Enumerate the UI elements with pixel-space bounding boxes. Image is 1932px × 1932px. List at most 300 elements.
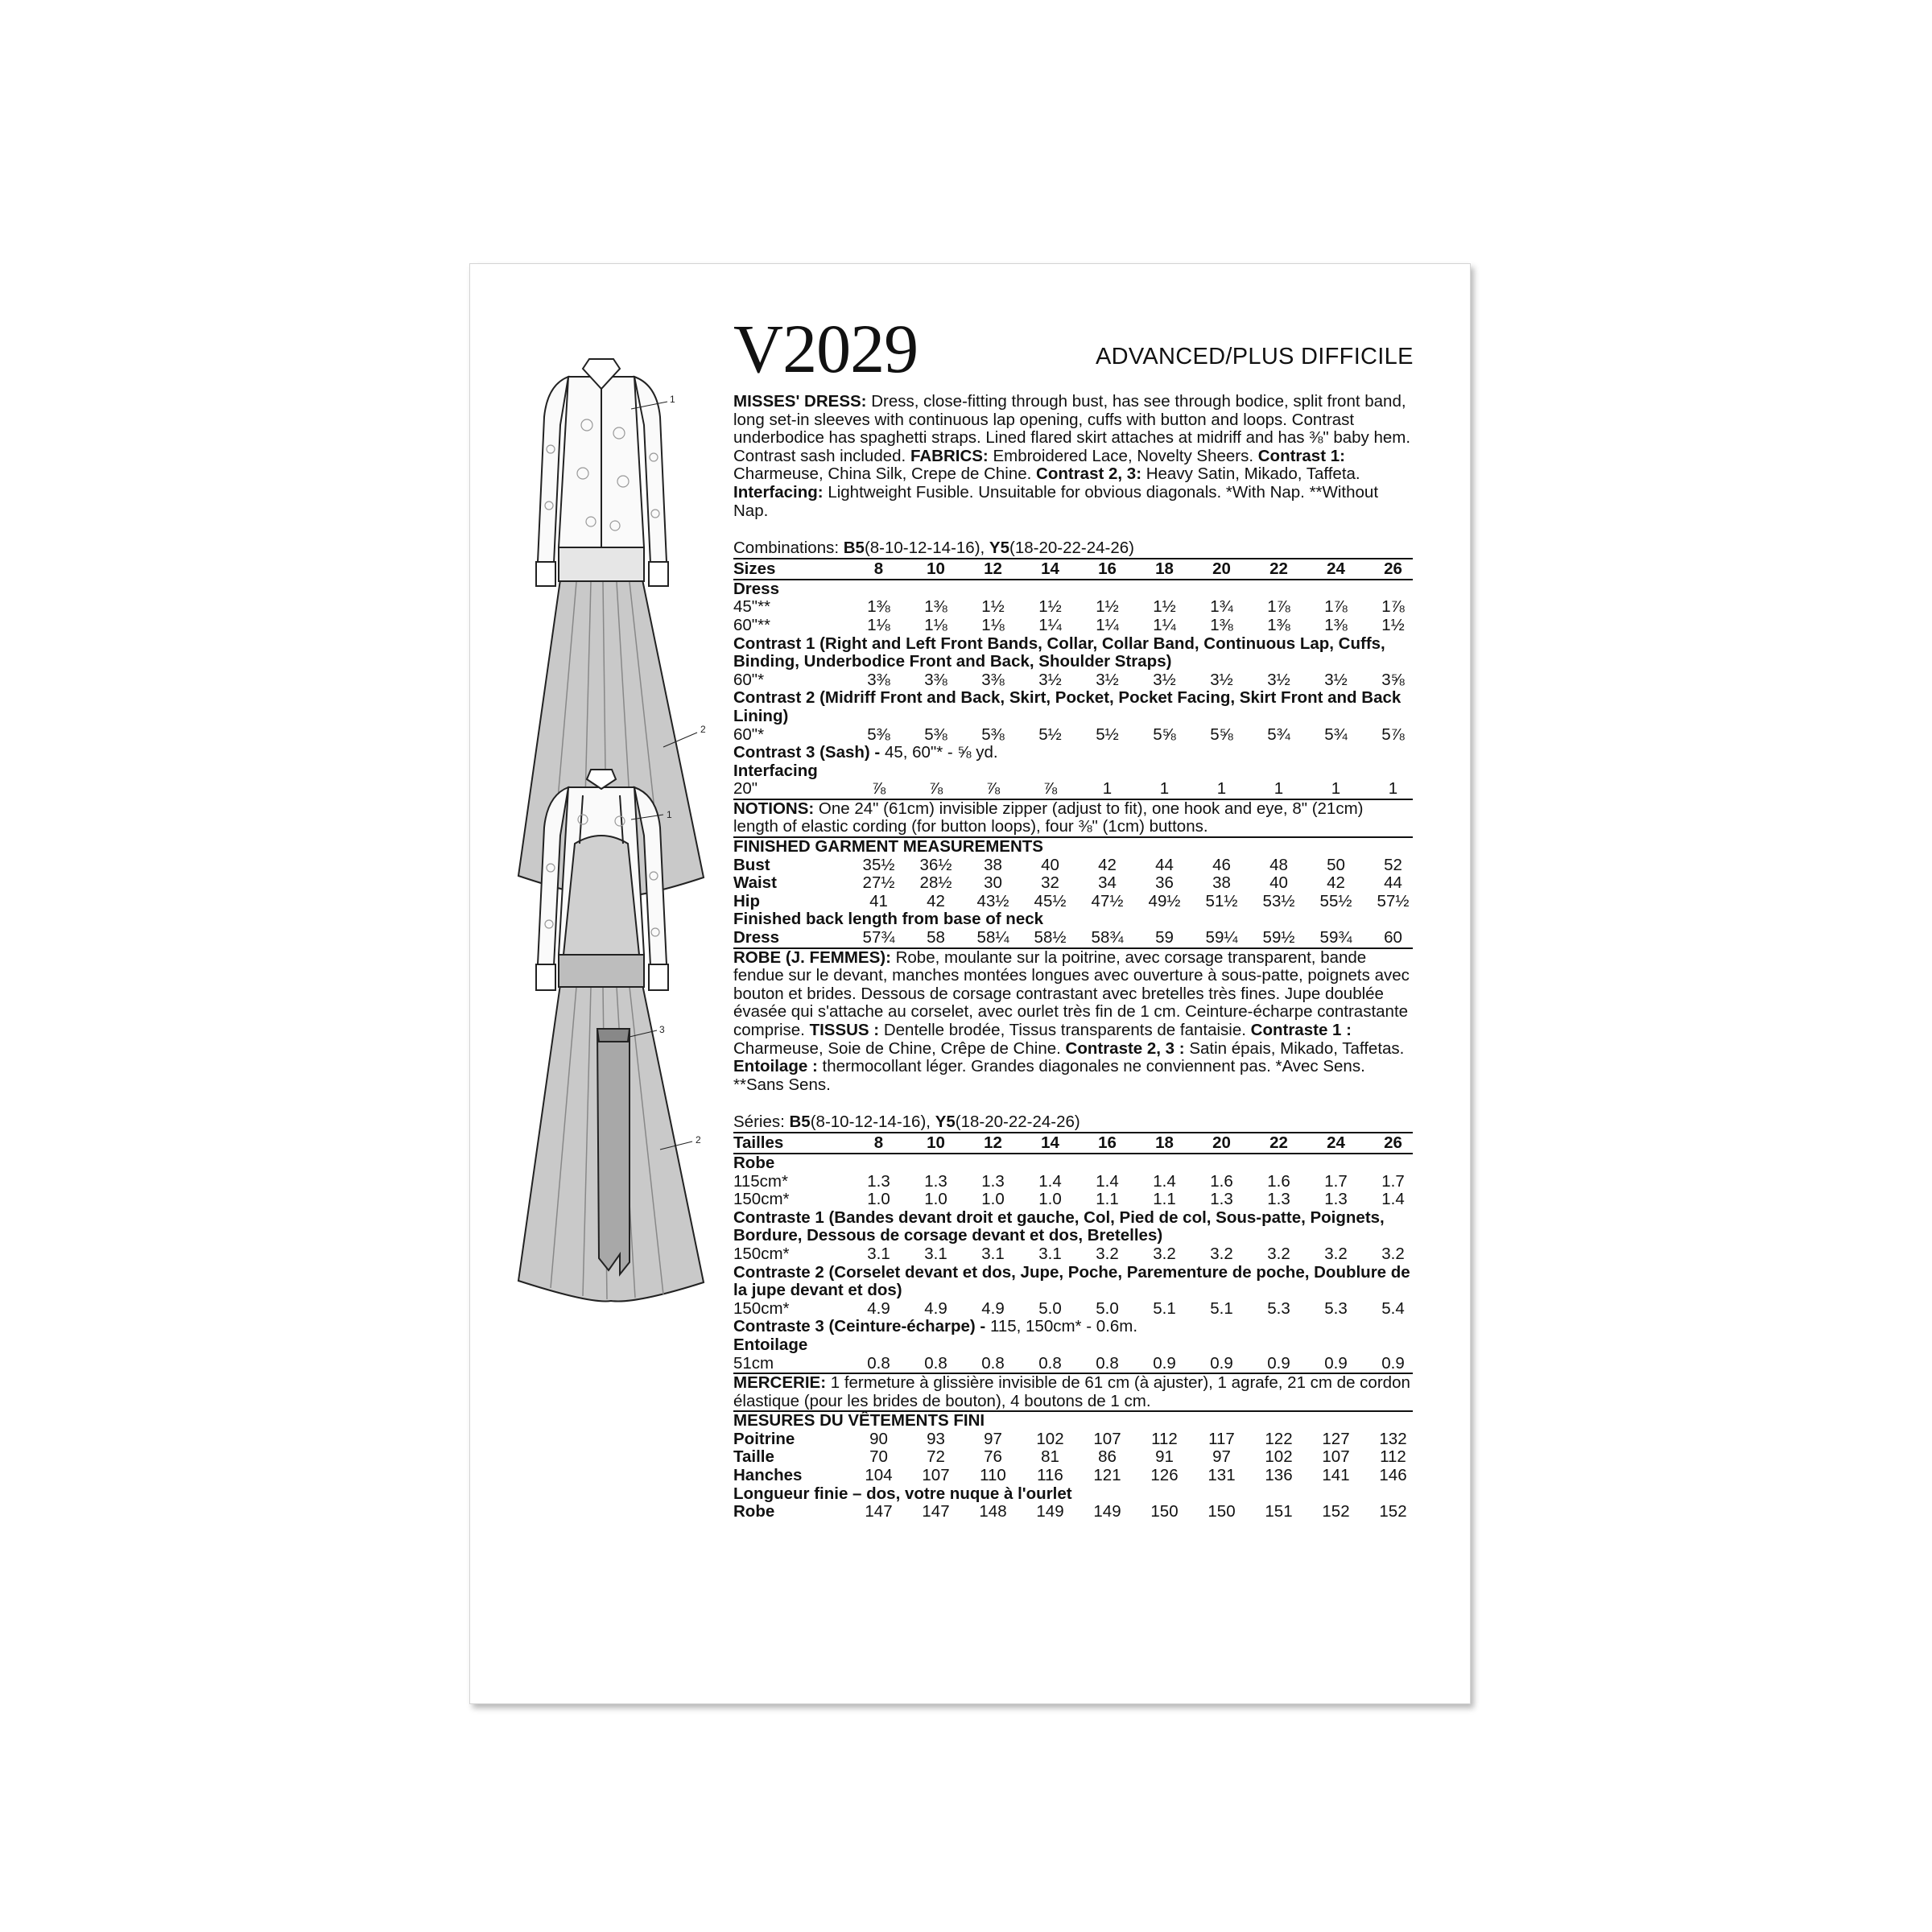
- value-cell: 3.1: [924, 1244, 947, 1263]
- contraste1-text: Charmeuse, Soie de Chine, Crêpe de Chine.: [733, 1038, 1066, 1058]
- row-label: Dress: [733, 928, 779, 947]
- value-cell: 1.7: [1381, 1171, 1405, 1191]
- value-cell: 5⅜: [981, 724, 1005, 744]
- size-cell: 18: [1155, 559, 1174, 579]
- value-cell: 59½: [1262, 928, 1295, 947]
- value-cell: 0.8: [924, 1353, 947, 1373]
- value-cell: 1⅜: [867, 597, 890, 617]
- pattern-envelope-back: [469, 263, 1471, 1704]
- value-cell: 55½: [1319, 891, 1352, 910]
- value-cell: 0.8: [1096, 1353, 1119, 1373]
- size-cell: 12: [984, 1133, 1002, 1153]
- mesures-heading: MESURES DU VÊTEMENTS FINI: [733, 1410, 1413, 1430]
- value-cell: 81: [1041, 1447, 1059, 1467]
- value-cell: 76: [984, 1447, 1002, 1467]
- value-cell: 5½: [1096, 724, 1119, 744]
- value-cell: 5⅜: [867, 724, 890, 744]
- row-label: Interfacing: [733, 761, 818, 780]
- longueur-heading: Longueur finie – dos, votre nuque à l'ourlet: [733, 1484, 1072, 1503]
- contraste1-heading: Contraste 1 (Bandes devant droit et gauche, Col, Pied de col, Sous-patte, Poignets, Bordure, Dessous de corsage devant et dos, Bretelles): [733, 1208, 1385, 1245]
- combinations-label: Combinations:: [733, 539, 844, 558]
- value-cell: 42: [1098, 855, 1117, 874]
- size-cell: 8: [873, 559, 884, 579]
- value-cell: 1.0: [1038, 1190, 1062, 1209]
- value-cell: 150: [1208, 1502, 1236, 1521]
- value-cell: 1: [1102, 779, 1113, 799]
- value-cell: 102: [1265, 1447, 1293, 1467]
- value-cell: 59¼: [1205, 928, 1238, 947]
- value-cell: 28½: [919, 873, 952, 893]
- value-cell: 151: [1265, 1502, 1293, 1521]
- size-cell: 10: [927, 1133, 945, 1153]
- hanches-row: [733, 1467, 1413, 1485]
- value-cell: 0.9: [1324, 1353, 1348, 1373]
- value-cell: 72: [927, 1447, 945, 1467]
- value-cell: 1⅜: [1210, 615, 1233, 634]
- contrast1-text: Charmeuse, China Silk, Crepe de Chine.: [733, 464, 1037, 484]
- pattern-info: [733, 393, 1413, 1521]
- value-cell: 58½: [1034, 928, 1067, 947]
- value-cell: 107: [922, 1466, 950, 1485]
- view-label-2b: 2: [696, 1134, 701, 1146]
- value-cell: 102: [1036, 1429, 1064, 1448]
- value-cell: 1⅞: [1381, 597, 1405, 617]
- value-cell: 1.0: [924, 1190, 947, 1209]
- row-label: 45"**: [733, 597, 771, 617]
- series-b5: B5: [789, 1113, 811, 1132]
- size-cell: 16: [1098, 1133, 1117, 1153]
- series-y5: Y5: [935, 1113, 956, 1132]
- value-cell: 122: [1265, 1429, 1293, 1448]
- row-label: Poitrine: [733, 1429, 795, 1448]
- row-label: Tailles: [733, 1133, 784, 1153]
- value-cell: ⅞: [985, 779, 1001, 799]
- value-cell: 35½: [862, 855, 895, 874]
- pattern-number: V2029: [733, 310, 919, 387]
- tissus-lead: TISSUS :: [809, 1021, 880, 1039]
- contraste2-150-row: [733, 1300, 1413, 1319]
- value-cell: 1¼: [1153, 615, 1176, 634]
- value-cell: 116: [1037, 1466, 1063, 1485]
- value-cell: 49½: [1148, 891, 1181, 910]
- value-cell: 3½: [1324, 670, 1348, 689]
- description-text: Robe, moulante sur la poitrine, avec corsage transparent, bande fendue sur le devant, manches montées longues avec ouverture à sous-patte, poignets avec bouton et brides. Dessous de corsage contrastant avec bretelles très fines. Jupe doublée évasée qui s'attache au corselet, avec ourlet très fin de 1 cm. Ceinture-écharpe contrastante comprise.: [733, 947, 1410, 1039]
- value-cell: 3½: [1153, 670, 1176, 689]
- mercerie-text: 1 fermeture à glissière invisible de 61 cm (à ajuster), 1 agrafe, 21 cm de cordon élastique (pour les brides de bouton), 4 boutons de 1 cm.: [733, 1373, 1410, 1410]
- contrast1-lead: Contrast 1:: [1257, 446, 1345, 465]
- value-cell: 53½: [1262, 891, 1295, 910]
- dress-heading: [733, 580, 1413, 599]
- value-cell: 91: [1155, 1447, 1174, 1467]
- value-cell: 148: [979, 1502, 1007, 1521]
- value-cell: 90: [869, 1429, 888, 1448]
- value-cell: 45½: [1034, 891, 1067, 910]
- value-cell: 1⅞: [1267, 597, 1290, 617]
- contraste1-150-row: [733, 1245, 1413, 1264]
- fgm-heading: FINISHED GARMENT MEASUREMENTS: [733, 836, 1413, 857]
- value-cell: 5⅞: [1381, 724, 1405, 744]
- value-cell: 46: [1212, 855, 1231, 874]
- value-cell: 58¾: [1091, 928, 1124, 947]
- value-cell: 1.7: [1324, 1171, 1348, 1191]
- value-cell: 44: [1155, 855, 1174, 874]
- value-cell: 1.4: [1096, 1171, 1119, 1191]
- value-cell: 30: [984, 873, 1002, 893]
- description-en: [733, 393, 1413, 520]
- value-cell: 58¼: [976, 928, 1009, 947]
- row-label: Sizes: [733, 559, 776, 579]
- row-label: Hanches: [733, 1466, 803, 1485]
- value-cell: 5.0: [1096, 1298, 1119, 1318]
- value-cell: 5.1: [1210, 1298, 1233, 1318]
- value-cell: 1⅜: [924, 597, 947, 617]
- value-cell: 36½: [919, 855, 952, 874]
- notions-lead: NOTIONS:: [733, 799, 815, 818]
- series-line: [733, 1113, 1413, 1132]
- combo-b5-sizes: (8-10-12-14-16),: [864, 539, 989, 558]
- value-cell: 1⅜: [1324, 615, 1348, 634]
- interfacing-text: Lightweight Fusible. Unsuitable for obvious diagonals. *With Nap. **Without Nap.: [733, 482, 1379, 520]
- value-cell: 1.3: [867, 1171, 890, 1191]
- value-cell: 150: [1150, 1502, 1179, 1521]
- value-cell: 0.9: [1210, 1353, 1233, 1373]
- value-cell: 5.3: [1267, 1298, 1290, 1318]
- bust-row: [733, 857, 1413, 875]
- value-cell: 112: [1380, 1447, 1406, 1467]
- contrast2-60-row: [733, 726, 1413, 745]
- size-cell: 26: [1384, 1133, 1402, 1153]
- fabrics-lead: FABRICS:: [910, 446, 989, 465]
- value-cell: 97: [1212, 1447, 1231, 1467]
- value-cell: 126: [1150, 1466, 1179, 1485]
- mercerie-lead: MERCERIE:: [733, 1373, 827, 1393]
- value-cell: 1: [1216, 779, 1227, 799]
- value-cell: 5½: [1038, 724, 1062, 744]
- contrast23-lead: Contrast 2, 3:: [1036, 464, 1142, 484]
- value-cell: 136: [1265, 1466, 1293, 1485]
- fabrics-text: Embroidered Lace, Novelty Sheers.: [988, 446, 1258, 465]
- size-cell: 22: [1269, 559, 1288, 579]
- description-lead: MISSES' DRESS:: [733, 392, 867, 411]
- value-cell: 1.0: [981, 1190, 1005, 1209]
- value-cell: 42: [1327, 873, 1345, 893]
- robe-length-row: [733, 1503, 1413, 1521]
- robe-150-row: [733, 1191, 1413, 1209]
- value-cell: 3.2: [1324, 1244, 1348, 1263]
- value-cell: 86: [1098, 1447, 1117, 1467]
- value-cell: 104: [865, 1466, 893, 1485]
- value-cell: 1¾: [1210, 597, 1233, 617]
- value-cell: 70: [869, 1447, 888, 1467]
- interfacing-lead: Interfacing:: [733, 482, 824, 502]
- value-cell: 32: [1041, 873, 1059, 893]
- value-cell: 3⅜: [981, 670, 1005, 689]
- size-cell: 14: [1041, 559, 1059, 579]
- entoilage-text: thermocollant léger. Grandes diagonales ne conviennent pas. *Avec Sens. **Sans Sens.: [733, 1057, 1365, 1094]
- description-fr: [733, 947, 1413, 1095]
- row-label: Robe: [733, 1153, 775, 1172]
- waist-row: [733, 874, 1413, 893]
- row-label: Taille: [733, 1447, 774, 1467]
- value-cell: 0.9: [1153, 1353, 1176, 1373]
- difficulty-label: ADVANCED/PLUS DIFFICILE: [1096, 344, 1414, 369]
- value-cell: 1.3: [924, 1171, 947, 1191]
- value-cell: 3.2: [1153, 1244, 1176, 1263]
- view-label-1: 1: [670, 394, 675, 405]
- value-cell: 59¾: [1319, 928, 1352, 947]
- size-cell: 20: [1212, 1133, 1231, 1153]
- value-cell: 51½: [1205, 891, 1238, 910]
- value-cell: 3½: [1038, 670, 1062, 689]
- robe-heading: [733, 1154, 1413, 1173]
- contraste23-lead: Contraste 2, 3 :: [1065, 1038, 1185, 1058]
- value-cell: 5⅝: [1153, 724, 1176, 744]
- value-cell: 117: [1208, 1429, 1235, 1448]
- view-label-3: 3: [659, 1024, 665, 1035]
- row-label: Bust: [733, 855, 770, 874]
- value-cell: 1.4: [1038, 1171, 1062, 1191]
- description-text: Dress, close-fitting through bust, has see through bodice, split front band, long set-in sleeves with continuous lap opening, cuffs with button and loops. Contrast underbodice has spaghetti straps. Lined flared skirt attaches at midriff and has ⅜" baby hem. Contrast sash included.: [733, 392, 1411, 465]
- value-cell: ⅞: [1042, 779, 1058, 799]
- value-cell: 3.2: [1381, 1244, 1405, 1263]
- dress-length-row: [733, 929, 1413, 947]
- value-cell: 1⅛: [981, 615, 1005, 634]
- value-cell: 1.6: [1267, 1171, 1290, 1191]
- interfacing-heading: [733, 762, 1413, 781]
- value-cell: 1.1: [1096, 1190, 1119, 1209]
- backlength-heading: Finished back length from base of neck: [733, 910, 1044, 929]
- robe-115-row: [733, 1173, 1413, 1191]
- value-cell: 1½: [1153, 597, 1176, 617]
- series-y5-sizes: (18-20-22-24-26): [955, 1113, 1080, 1132]
- size-cell: 18: [1155, 1133, 1174, 1153]
- combo-b5: B5: [843, 539, 865, 558]
- value-cell: 1½: [981, 597, 1005, 617]
- value-cell: 5.1: [1153, 1298, 1176, 1318]
- row-label: 115cm*: [733, 1171, 788, 1191]
- value-cell: 1.6: [1210, 1171, 1233, 1191]
- value-cell: 1½: [1038, 597, 1062, 617]
- value-cell: ⅞: [928, 779, 943, 799]
- value-cell: 58: [927, 928, 945, 947]
- value-cell: 40: [1269, 873, 1288, 893]
- value-cell: 1.3: [1210, 1190, 1233, 1209]
- row-label: 150cm*: [733, 1244, 790, 1263]
- value-cell: 1: [1159, 779, 1170, 799]
- size-cell: 26: [1384, 559, 1402, 579]
- row-label: Hip: [733, 891, 761, 910]
- value-cell: 47½: [1091, 891, 1124, 910]
- value-cell: 149: [1036, 1502, 1064, 1521]
- hip-row: [733, 893, 1413, 911]
- row-label: 60"**: [733, 615, 771, 634]
- value-cell: 3.1: [981, 1244, 1005, 1263]
- size-cell: 22: [1269, 1133, 1288, 1153]
- value-cell: 3½: [1267, 670, 1290, 689]
- entoilage-lead: Entoilage :: [733, 1057, 818, 1076]
- value-cell: 1½: [1381, 615, 1405, 634]
- value-cell: 3½: [1096, 670, 1119, 689]
- value-cell: 4.9: [981, 1298, 1005, 1318]
- value-cell: 110: [980, 1466, 1006, 1485]
- row-label: 150cm*: [733, 1298, 790, 1318]
- contraste2-heading: Contraste 2 (Corselet devant et dos, Jupe, Poche, Parementure de poche, Doublure de la jupe devant et dos): [733, 1262, 1410, 1300]
- value-cell: 0.9: [1381, 1353, 1405, 1373]
- row-label: 60"*: [733, 670, 765, 689]
- value-cell: 1⅜: [1267, 615, 1290, 634]
- value-cell: 3⅝: [1381, 670, 1405, 689]
- value-cell: 57¾: [862, 928, 895, 947]
- value-cell: 107: [1322, 1447, 1350, 1467]
- row-label: Entoilage: [733, 1335, 808, 1354]
- value-cell: 1.4: [1381, 1190, 1405, 1209]
- size-cell: 10: [927, 559, 945, 579]
- value-cell: 3.2: [1096, 1244, 1119, 1263]
- value-cell: 0.9: [1267, 1353, 1290, 1373]
- mercerie-block: [733, 1373, 1413, 1410]
- row-label: 60"*: [733, 724, 765, 744]
- dress-45-row: [733, 598, 1413, 617]
- value-cell: 152: [1379, 1502, 1407, 1521]
- value-cell: 40: [1041, 855, 1059, 874]
- value-cell: 5.0: [1038, 1298, 1062, 1318]
- sizes-header-row: [733, 558, 1413, 580]
- value-cell: 50: [1327, 855, 1345, 874]
- value-cell: 3.1: [867, 1244, 890, 1263]
- value-cell: 36: [1155, 873, 1174, 893]
- yardage-table-fr: [733, 1132, 1413, 1521]
- entoilage-heading: [733, 1336, 1413, 1355]
- size-cell: 24: [1327, 1133, 1345, 1153]
- yardage-table-en: [733, 558, 1413, 947]
- value-cell: 147: [865, 1502, 893, 1521]
- value-cell: 1: [1388, 779, 1398, 799]
- combo-y5: Y5: [989, 539, 1009, 558]
- value-cell: 1¼: [1096, 615, 1119, 634]
- value-cell: 41: [869, 891, 888, 910]
- value-cell: 1.3: [981, 1171, 1005, 1191]
- value-cell: 44: [1384, 873, 1402, 893]
- value-cell: 1¼: [1038, 615, 1062, 634]
- notions-text: One 24" (61cm) invisible zipper (adjust to fit), one hook and eye, 8" (21cm) length of elastic cording (for button loops), four ⅜" (1cm) buttons.: [733, 799, 1364, 836]
- size-cell: 14: [1041, 1133, 1059, 1153]
- row-label: Dress: [733, 579, 779, 598]
- value-cell: 57½: [1377, 891, 1410, 910]
- view-label-2: 2: [700, 724, 706, 735]
- value-cell: 131: [1208, 1466, 1236, 1485]
- value-cell: 43½: [976, 891, 1009, 910]
- value-cell: 93: [927, 1429, 945, 1448]
- contraste3-line: [733, 1318, 1413, 1336]
- tissus-text: Dentelle brodée, Tissus transparents de fantaisie.: [879, 1021, 1251, 1039]
- tailles-header-row: [733, 1132, 1413, 1154]
- value-cell: 1⅛: [924, 615, 947, 634]
- contrast2-heading: Contrast 2 (Midriff Front and Back, Skirt, Pocket, Pocket Facing, Skirt Front and Back Lining): [733, 688, 1402, 725]
- contrast1-heading: Contrast 1 (Right and Left Front Bands, Collar, Collar Band, Continuous Lap, Cuffs, Binding, Underbodice Front and Back, Shoulder Straps): [733, 634, 1385, 671]
- value-cell: 3.2: [1267, 1244, 1290, 1263]
- value-cell: 0.8: [867, 1353, 890, 1373]
- value-cell: 5.4: [1381, 1298, 1405, 1318]
- value-cell: 3⅜: [924, 670, 947, 689]
- notions-block: [733, 799, 1413, 836]
- value-cell: 1: [1274, 779, 1284, 799]
- value-cell: 48: [1269, 855, 1288, 874]
- contraste1-lead: Contraste 1 :: [1250, 1021, 1352, 1039]
- row-label: 51cm: [733, 1353, 774, 1373]
- series-label: Séries:: [733, 1113, 790, 1132]
- size-cell: 20: [1212, 559, 1231, 579]
- view-label-1b: 1: [667, 809, 672, 820]
- description-lead: ROBE (J. FEMMES):: [733, 947, 891, 967]
- value-cell: 149: [1093, 1502, 1121, 1521]
- value-cell: 38: [984, 855, 1002, 874]
- value-cell: 1: [1331, 779, 1341, 799]
- value-cell: 1½: [1096, 597, 1119, 617]
- value-cell: 0.8: [1038, 1353, 1062, 1373]
- value-cell: 1⅛: [867, 615, 890, 634]
- value-cell: 121: [1093, 1466, 1121, 1485]
- contrast1-60-row: [733, 671, 1413, 690]
- value-cell: 4.9: [924, 1298, 947, 1318]
- value-cell: 107: [1093, 1429, 1121, 1448]
- value-cell: 3.2: [1210, 1244, 1233, 1263]
- value-cell: 0.8: [981, 1353, 1005, 1373]
- contrast23-text: Heavy Satin, Mikado, Taffeta.: [1141, 464, 1360, 484]
- value-cell: 3.1: [1038, 1244, 1062, 1263]
- row-label: Waist: [733, 873, 777, 893]
- value-cell: 127: [1322, 1429, 1350, 1448]
- value-cell: 5⅜: [924, 724, 947, 744]
- value-cell: 1.1: [1153, 1190, 1176, 1209]
- size-cell: 16: [1098, 559, 1117, 579]
- value-cell: 97: [984, 1429, 1002, 1448]
- size-cell: 8: [873, 1133, 884, 1153]
- interfacing-20-row: [733, 780, 1413, 799]
- value-cell: 60: [1384, 928, 1402, 947]
- value-cell: 5¾: [1267, 724, 1290, 744]
- size-cell: 12: [984, 559, 1002, 579]
- garment-illustrations: [470, 264, 728, 1703]
- value-cell: 34: [1098, 873, 1117, 893]
- value-cell: 1.3: [1324, 1190, 1348, 1209]
- value-cell: 146: [1379, 1466, 1407, 1485]
- row-label: Robe: [733, 1502, 775, 1521]
- contraste23-text: Satin épais, Mikado, Taffetas.: [1184, 1038, 1405, 1058]
- row-label: 20": [733, 779, 758, 799]
- value-cell: 132: [1379, 1429, 1407, 1448]
- taille-row: [733, 1448, 1413, 1467]
- value-cell: 1⅞: [1324, 597, 1348, 617]
- value-cell: 147: [922, 1502, 950, 1521]
- dress-60-row: [733, 617, 1413, 635]
- value-cell: 42: [927, 891, 945, 910]
- contrast3-line: [733, 744, 1413, 762]
- value-cell: 59: [1155, 928, 1174, 947]
- value-cell: 5¾: [1324, 724, 1348, 744]
- series-b5-sizes: (8-10-12-14-16),: [810, 1113, 935, 1132]
- entoilage-51-row: [733, 1355, 1413, 1373]
- value-cell: ⅞: [871, 779, 886, 799]
- contrast3-heading: Contrast 3 (Sash) -: [733, 743, 885, 762]
- combo-y5-sizes: (18-20-22-24-26): [1009, 539, 1134, 558]
- value-cell: 1.4: [1153, 1171, 1176, 1191]
- contrast3-text: 45, 60"* - ⅝ yd.: [884, 743, 998, 762]
- value-cell: 52: [1384, 855, 1402, 874]
- value-cell: 4.9: [867, 1298, 890, 1318]
- value-cell: 38: [1212, 873, 1231, 893]
- value-cell: 152: [1322, 1502, 1350, 1521]
- contraste3-text: 115, 150cm* - 0.6m.: [989, 1317, 1138, 1336]
